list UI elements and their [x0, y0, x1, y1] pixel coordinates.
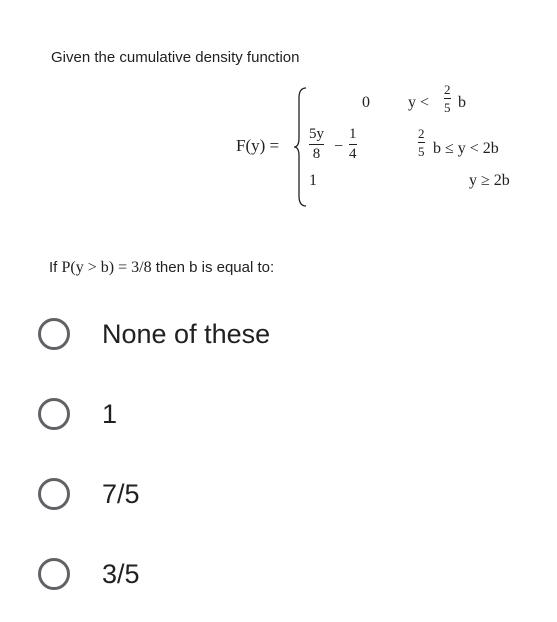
case2-fraction-1-over-4: 1 4	[349, 126, 357, 162]
question-intro: Given the cumulative density function	[51, 49, 300, 66]
option-label: 1	[102, 398, 118, 429]
case1-condition-suffix: b	[458, 94, 466, 111]
function-label: F(y) =	[236, 136, 280, 155]
option-label: 7/5	[102, 478, 140, 509]
case2-condition-suffix: b ≤ y < 2b	[433, 140, 499, 157]
sub-question-math: P(y > b) = 3/8	[61, 259, 152, 276]
case1-condition-fraction: 2 5	[444, 82, 451, 115]
radio-button[interactable]	[38, 398, 70, 430]
option-7-5[interactable]	[38, 478, 140, 510]
radio-button[interactable]	[38, 558, 70, 590]
case2-fraction-5y-over-8: 5y 8	[309, 126, 324, 162]
case2-condition-fraction: 2 5	[418, 126, 425, 159]
option-1[interactable]	[38, 398, 117, 430]
case2-minus-sign: −	[334, 138, 344, 155]
case1-condition-prefix: y <	[408, 94, 430, 111]
option-label: 3/5	[102, 558, 140, 589]
option-label: None of these	[102, 318, 271, 349]
sub-question-prefix: If	[49, 259, 58, 276]
left-brace	[292, 86, 308, 208]
sub-question	[49, 259, 274, 277]
sub-question-suffix: then b is equal to:	[155, 259, 275, 276]
radio-button[interactable]	[38, 478, 70, 510]
case3-condition: y ≥ 2b	[469, 172, 510, 189]
case1-value: 0	[362, 94, 370, 111]
option-none-of-these[interactable]	[38, 318, 270, 350]
option-3-5[interactable]	[38, 558, 140, 590]
radio-button[interactable]	[38, 318, 70, 350]
case3-value: 1	[309, 172, 317, 189]
